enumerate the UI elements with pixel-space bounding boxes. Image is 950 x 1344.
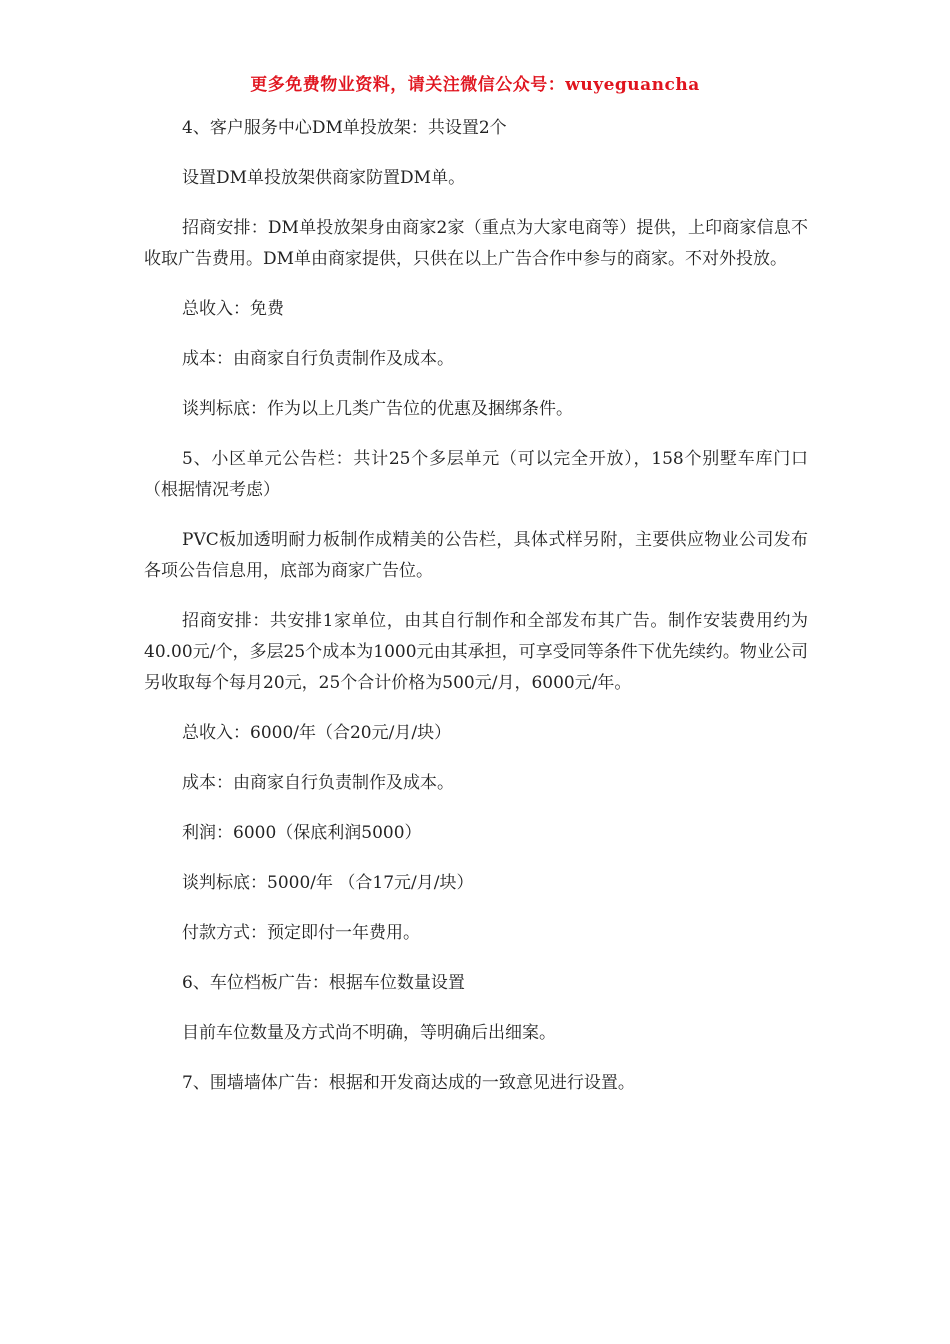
paragraph-item-4-cost: 成本：由商家自行负责制作及成本。 [182, 349, 454, 369]
paragraph-item-4-arrangement: 招商安排：DM单投放架身由商家2家（重点为大家电商等）提供，上印商家信息不收取广告费用。DM单由商家提供，只供在以上广告合作中参与的商家。不对外投放。 [144, 218, 808, 269]
paragraph-item-4-income: 总收入：免费 [182, 299, 284, 319]
paragraph-item-4-negotiation: 谈判标底：作为以上几类广告位的优惠及捆绑条件。 [182, 399, 573, 419]
paragraph-item-6-title: 6、车位档板广告：根据车位数量设置 [182, 973, 465, 993]
paragraph-item-5-desc: PVC板加透明耐力板制作成精美的公告栏，具体式样另附，主要供应物业公司发布各项公告信息用，底部为商家广告位。 [144, 530, 808, 581]
document-body [144, 113, 808, 1118]
paragraph-item-5-arrangement: 招商安排：共安排1家单位，由其自行制作和全部发布其广告。制作安装费用约为40.00元/个，多层25个成本为1000元由其承担，可享受同等条件下优先续约。物业公司另收取每个每月20元，25个合计价格为500元/月，6000元/年。 [144, 611, 808, 693]
paragraph-item-5-payment: 付款方式：预定即付一年费用。 [182, 923, 420, 943]
paragraph-item-4-title: 4、客户服务中心DM单投放架：共设置2个 [182, 118, 507, 138]
paragraph-item-7-title: 7、围墙墙体广告：根据和开发商达成的一致意见进行设置。 [182, 1073, 635, 1093]
paragraph-item-5-title: 5、小区单元公告栏：共计25个多层单元（可以完全开放），158个别墅车库门口（根据情况考虑） [144, 449, 808, 500]
paragraph-item-5-cost: 成本：由商家自行负责制作及成本。 [182, 773, 454, 793]
paragraph-item-5-profit: 利润：6000（保底利润5000） [182, 823, 422, 843]
paragraph-item-5-income: 总收入：6000/年（合20元/月/块） [182, 723, 452, 743]
paragraph-item-6-desc: 目前车位数量及方式尚不明确，等明确后出细案。 [182, 1023, 556, 1043]
paragraph-item-5-negotiation: 谈判标底：5000/年 （合17元/月/块） [182, 873, 474, 893]
promo-header: 更多免费物业资料，请关注微信公众号：wuyeguancha [250, 75, 700, 95]
paragraph-item-4-desc: 设置DM单投放架供商家防置DM单。 [182, 168, 466, 188]
